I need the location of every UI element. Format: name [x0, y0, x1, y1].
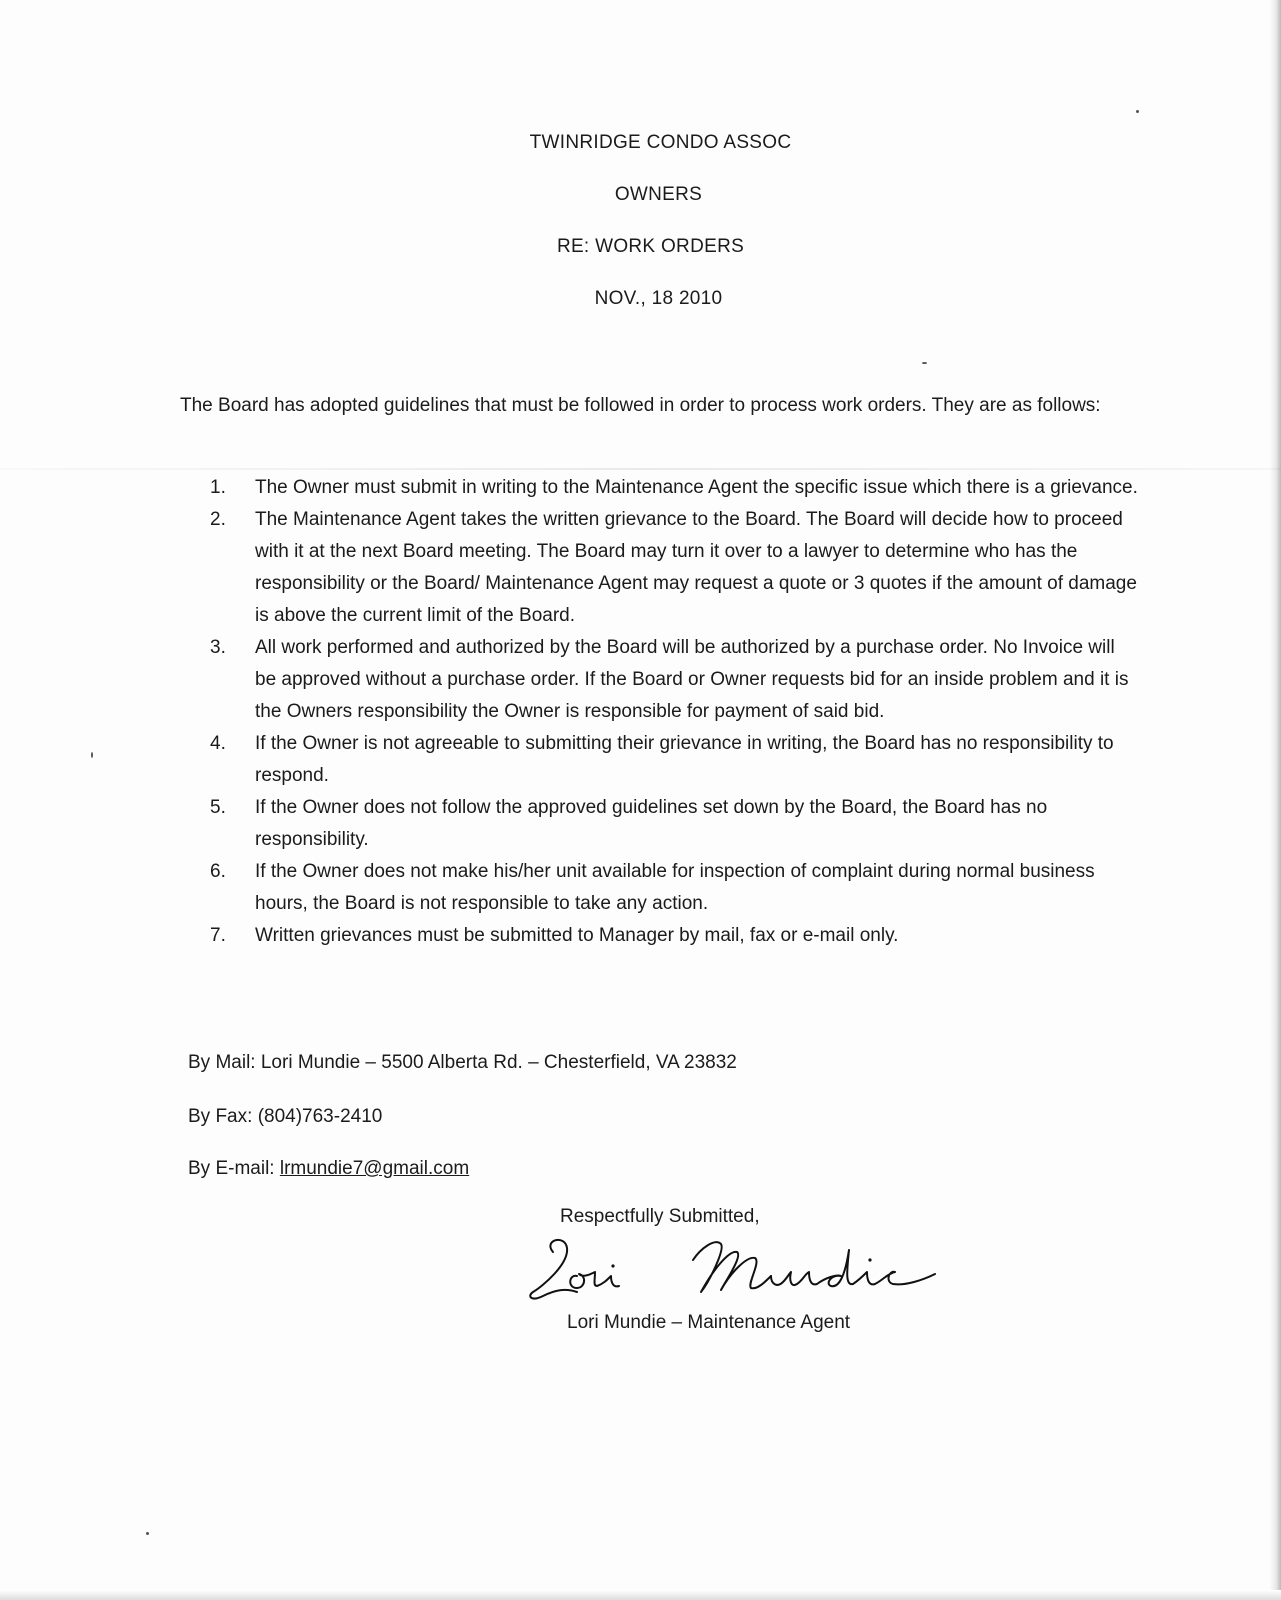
paper-fold-line [0, 468, 1281, 470]
paper-speck [922, 362, 927, 364]
mail-contact-line [188, 1052, 737, 1074]
list-item [210, 504, 1140, 632]
mail-label: By Mail: [188, 1052, 256, 1073]
handwritten-signature [525, 1230, 965, 1310]
email-link[interactable]: lrmundie7@gmail.com [279, 1158, 470, 1179]
audience-line: OWNERS [614, 184, 703, 205]
email-label: By E-mail: [188, 1158, 275, 1179]
list-item-number: 5. [210, 797, 226, 818]
list-item-number: 4. [210, 733, 226, 754]
guidelines-list [210, 472, 1140, 952]
list-item-text: If the Owner is not agreeable to submitting their grievance in writing, the Board has no responsibility to respond. [255, 733, 1114, 786]
paper-speck [146, 1532, 149, 1535]
list-item [210, 920, 1140, 952]
list-item [210, 856, 1140, 920]
intro-paragraph: The Board has adopted guidelines that must be followed in order to process work orders. They are as follows: [180, 395, 1101, 416]
list-item-text: Written grievances must be submitted to Manager by mail, fax or e-mail only. [255, 925, 899, 946]
date-line: NOV., 18 2010 [594, 288, 723, 309]
list-item-number: 2. [210, 509, 226, 530]
email-contact-line [188, 1158, 469, 1180]
list-item [210, 632, 1140, 728]
fax-contact-line [188, 1106, 382, 1128]
closing-salutation: Respectfully Submitted, [560, 1206, 760, 1227]
signer-name-title: Lori Mundie – Maintenance Agent [567, 1312, 851, 1333]
list-item-text: If the Owner does not make his/her unit available for inspection of complaint during normal business hours, the Board is not responsible to take any action. [255, 861, 1095, 914]
list-item [210, 728, 1140, 792]
paper-speck [91, 752, 93, 758]
list-item-number: 6. [210, 861, 226, 882]
list-item-text: All work performed and authorized by the Board will be authorized by a purchase order. No Invoice will be approved without a purchase order. If the Board or Owner requests bid for an inside problem and it is the Owners responsibility the Owner is responsible for payment of said bid. [255, 637, 1129, 722]
list-item [210, 792, 1140, 856]
mail-address: Lori Mundie – 5500 Alberta Rd. – Chesterfield, VA 23832 [260, 1052, 737, 1073]
list-item-number: 1. [210, 477, 226, 498]
paper-speck [1136, 110, 1139, 113]
list-item-number: 3. [210, 637, 226, 658]
list-item [210, 472, 1140, 504]
association-title: TWINRIDGE CONDO ASSOC [529, 132, 792, 153]
subject-line: RE: WORK ORDERS [556, 236, 745, 257]
list-item-text: The Maintenance Agent takes the written grievance to the Board. The Board will decide how to proceed with it at the next Board meeting. The Board may turn it over to a lawyer to determine who has the responsibility or the Board/ Maintenance Agent may request a quote or 3 quotes if the amount of damage is above the current limit of the Board. [255, 509, 1137, 626]
scan-edge-bottom [0, 1590, 1281, 1600]
list-item-text: If the Owner does not follow the approved guidelines set down by the Board, the Board has no responsibility. [255, 797, 1048, 850]
list-item-text: The Owner must submit in writing to the Maintenance Agent the specific issue which there is a grievance. [255, 477, 1138, 498]
fax-label: By Fax: [188, 1106, 253, 1127]
list-item-number: 7. [210, 925, 226, 946]
fax-number: (804)763-2410 [257, 1106, 383, 1127]
